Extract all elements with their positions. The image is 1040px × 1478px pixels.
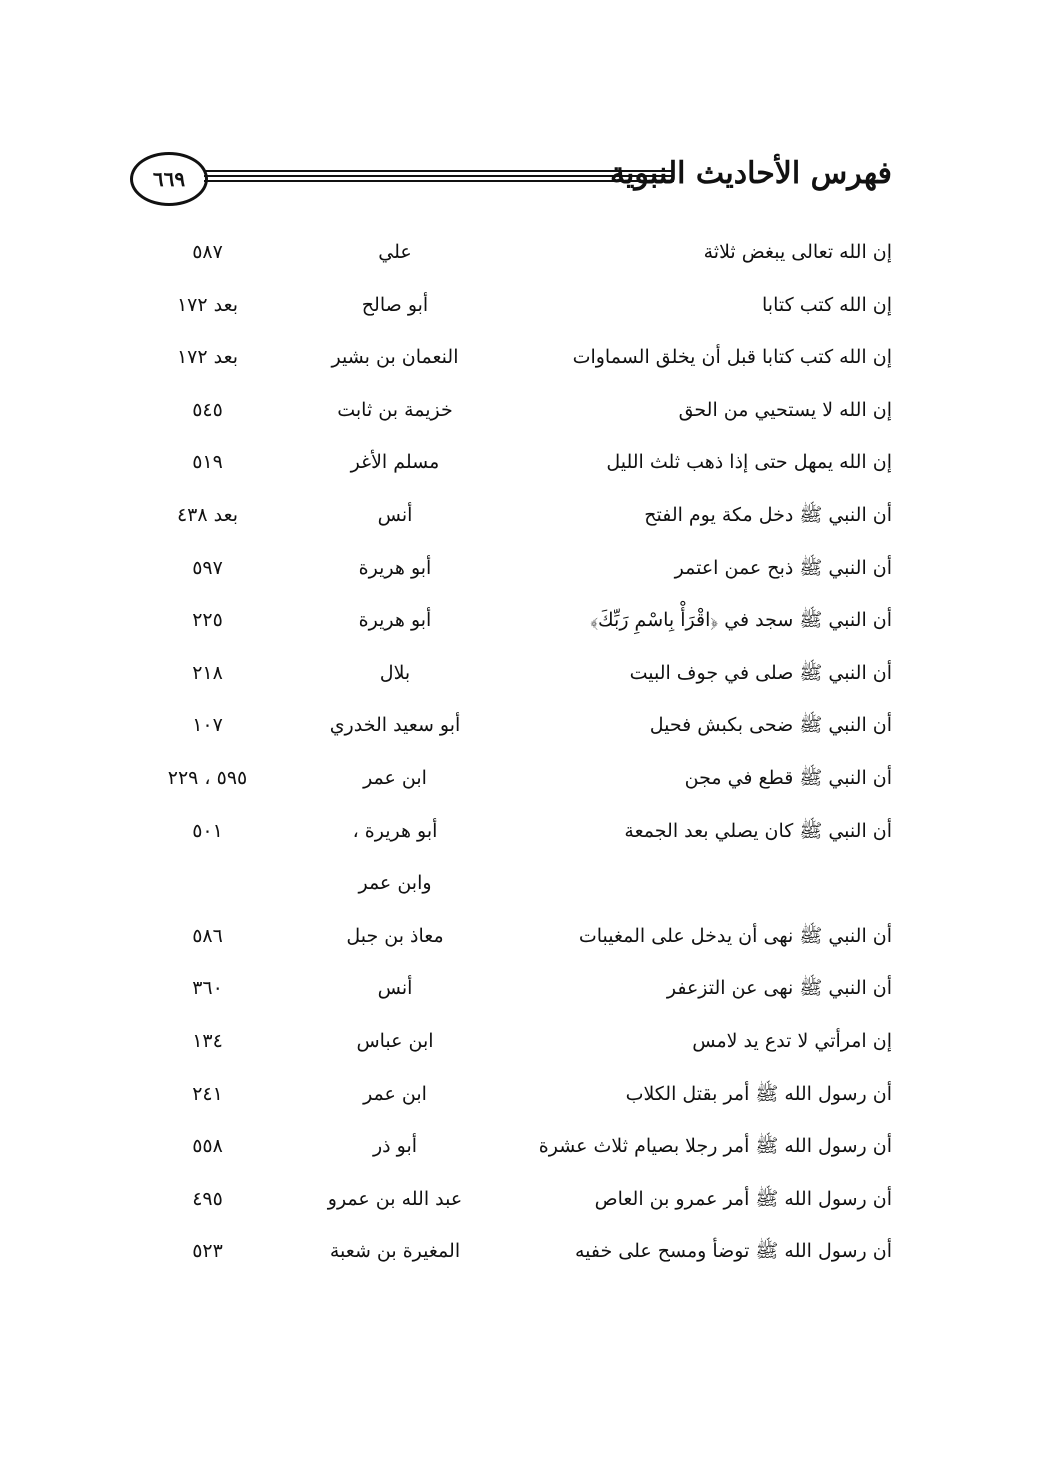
narrator-name: أبو هريرة ، xyxy=(352,819,438,842)
page-reference: ٥٢٣ xyxy=(192,1240,223,1263)
index-row xyxy=(150,333,892,386)
index-row xyxy=(150,859,892,912)
hadith-text: أن رسول الله ﷺ أمر عمرو بن العاص xyxy=(594,1187,892,1210)
page-reference: ١٣٤ xyxy=(192,1029,223,1052)
page-title: فهرس الأحاديث النبوية xyxy=(609,156,892,191)
header-rule-line xyxy=(204,170,674,172)
hadith-text: أن النبي ﷺ كان يصلي بعد الجمعة xyxy=(624,819,892,842)
narrator-name: أبو هريرة xyxy=(358,609,432,632)
index-row xyxy=(150,544,892,597)
index-row xyxy=(150,1070,892,1123)
page-reference: ٤٩٥ xyxy=(192,1187,223,1210)
hadith-text: أن النبي ﷺ ذبح عمن اعتمر xyxy=(674,556,892,579)
hadith-text: أن رسول الله ﷺ أمر بقتل الكلاب xyxy=(625,1082,892,1105)
page-number-badge xyxy=(130,152,208,206)
index-row xyxy=(150,386,892,439)
page-reference: ٥٩٧ xyxy=(192,556,223,579)
hadith-text: أن النبي ﷺ ضحى بكبش فحيل xyxy=(649,714,892,737)
index-row xyxy=(150,701,892,754)
index-row xyxy=(150,228,892,281)
page-reference: بعد ١٧٢ xyxy=(176,293,239,316)
narrator-name: ابن عمر xyxy=(363,1082,427,1105)
page-reference: ٥٩٥ ، ٢٢٩ xyxy=(167,766,248,789)
index-row xyxy=(150,281,892,334)
narrator-name: النعمان بن بشير xyxy=(331,346,459,369)
index-row xyxy=(150,964,892,1017)
narrator-name: بلال xyxy=(379,661,411,684)
page-reference: ٥٤٥ xyxy=(192,398,223,421)
narrator-name: مسلم الأغر xyxy=(350,451,440,474)
index-row xyxy=(150,491,892,544)
header-rule xyxy=(204,170,674,182)
page-reference: بعد ٤٣٨ xyxy=(176,503,239,526)
page-number: ٦٦٩ xyxy=(152,167,186,191)
hadith-text: أن رسول الله ﷺ توضأ ومسح على خفيه xyxy=(574,1240,892,1263)
hadith-text: إن الله لا يستحيي من الحق xyxy=(678,398,892,421)
index-row xyxy=(150,807,892,860)
narrator-name: وابن عمر xyxy=(358,872,432,895)
index-row xyxy=(150,754,892,807)
page-reference: ١٠٧ xyxy=(192,714,223,737)
hadith-text: أن النبي ﷺ قطع في مجن xyxy=(684,766,892,789)
narrator-name: أبو هريرة xyxy=(358,556,432,579)
page-reference: ٥٠١ xyxy=(192,819,223,842)
narrator-name: المغيرة بن شعبة xyxy=(329,1240,461,1263)
index-row xyxy=(150,1017,892,1070)
hadith-text: أن النبي ﷺ سجد في ﴿اقْرَأْ بِاسْمِ رَبِّكَ﴾ xyxy=(590,609,892,632)
narrator-name: أنس xyxy=(377,503,413,526)
page-reference: ٢١٨ xyxy=(192,661,223,684)
narrator-name: أنس xyxy=(377,977,413,1000)
page-reference: ٢٢٥ xyxy=(192,609,223,632)
index-row xyxy=(150,649,892,702)
narrator-name: أبو ذر xyxy=(372,1135,418,1158)
hadith-text: إن الله تعالى يبغض ثلاثة xyxy=(703,241,892,263)
page-reference: ٢٤١ xyxy=(192,1082,223,1105)
header-rule-line xyxy=(204,175,674,177)
index-row xyxy=(150,1175,892,1228)
page-reference: ٥٥٨ xyxy=(192,1135,223,1158)
index-row xyxy=(150,596,892,649)
hadith-text: أن رسول الله ﷺ أمر رجلا بصيام ثلاث عشرة xyxy=(538,1135,892,1158)
page-reference: ٣٦٠ xyxy=(192,977,223,1000)
narrator-name: ابن عمر xyxy=(363,766,427,789)
page-reference: بعد ١٧٢ xyxy=(176,346,239,369)
index-row xyxy=(150,1122,892,1175)
index-row xyxy=(150,438,892,491)
index-row xyxy=(150,912,892,965)
header-rule-line xyxy=(204,180,674,182)
narrator-name: أبو سعيد الخدري xyxy=(329,714,461,737)
narrator-name: ابن عباس xyxy=(356,1029,434,1052)
page-reference: ٥٨٦ xyxy=(192,924,223,947)
page-reference: ٥٨٧ xyxy=(192,241,223,263)
narrator-name: معاذ بن جبل xyxy=(346,924,444,947)
narrator-name: عبد الله بن عمرو xyxy=(327,1187,463,1210)
narrator-name: أبو صالح xyxy=(361,293,429,316)
index-row xyxy=(150,1227,892,1280)
hadith-text: إن الله يمهل حتى إذا ذهب ثلث الليل xyxy=(606,451,892,474)
hadith-text: إن الله كتب كتابا قبل أن يخلق السماوات xyxy=(572,346,892,369)
narrator-name: خزيمة بن ثابت xyxy=(337,398,453,421)
hadith-text: أن النبي ﷺ صلى في جوف البيت xyxy=(629,661,892,684)
hadith-text: أن النبي ﷺ نهى عن التزعفر xyxy=(666,977,892,1000)
hadith-text: إن امرأتي لا تدع يد لامس xyxy=(692,1029,892,1052)
page-header xyxy=(130,150,892,212)
page-reference: ٥١٩ xyxy=(192,451,223,474)
hadith-text: إن الله كتب كتابا xyxy=(762,293,892,316)
index-table xyxy=(150,228,892,1280)
narrator-name: علي xyxy=(378,241,412,263)
hadith-text: أن النبي ﷺ نهى أن يدخل على المغيبات xyxy=(578,924,892,947)
hadith-text: أن النبي ﷺ دخل مكة يوم الفتح xyxy=(644,503,892,526)
